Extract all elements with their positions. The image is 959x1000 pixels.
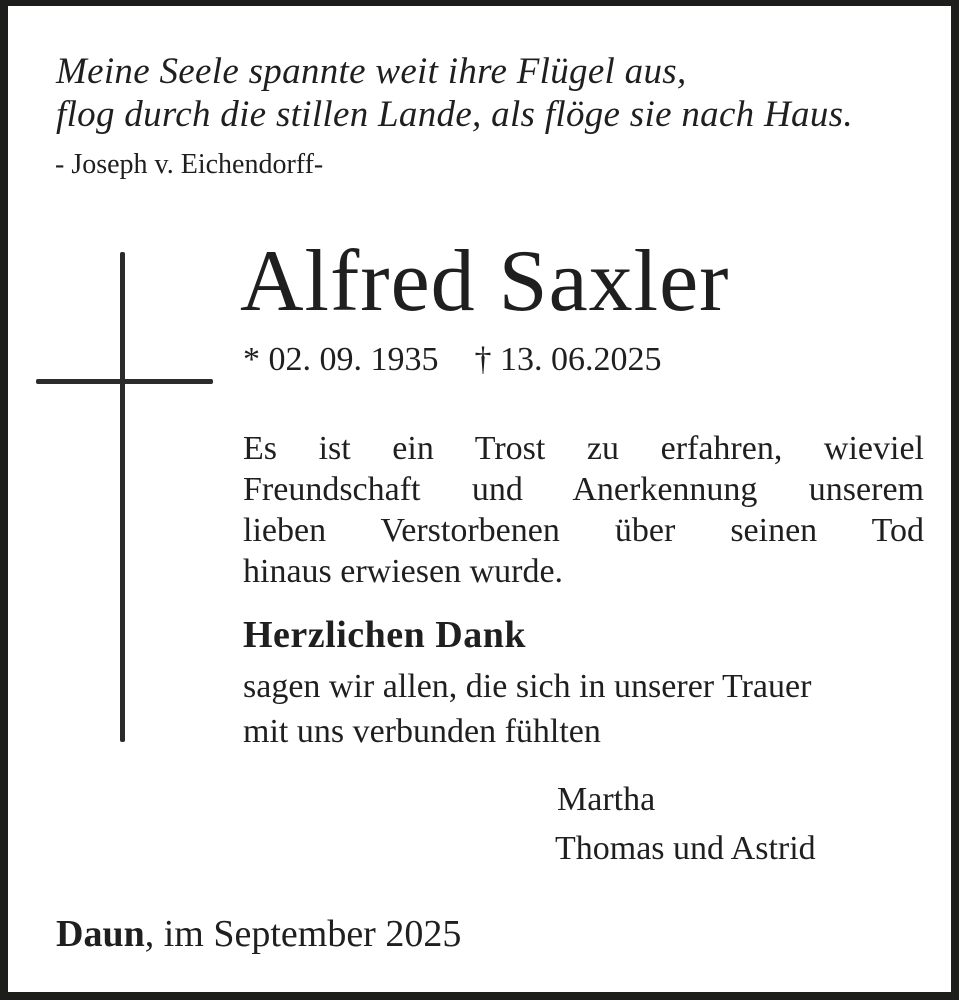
- condolence-paragraph: [243, 428, 924, 592]
- closing-date: , im September 2025: [144, 913, 462, 955]
- closing-line: [56, 912, 461, 956]
- thanks-text: [243, 664, 933, 754]
- thanks-text-line-1: sagen wir allen, die sich in unserer Trauer: [243, 668, 812, 705]
- condolence-line-3: lieben Verstorbenen über seinen Tod: [243, 512, 924, 549]
- condolence-line-1: Es ist ein Trost zu erfahren, wieviel: [243, 430, 924, 467]
- life-dates: [243, 340, 662, 380]
- cross-vertical-bar: [120, 252, 125, 742]
- memorial-quote-line-2: flog durch die stillen Lande, als flöge sie nach Haus.: [56, 94, 853, 135]
- condolence-line-4: hinaus erwiesen wurde.: [243, 553, 564, 590]
- deceased-name: Alfred Saxler: [240, 233, 730, 330]
- mourner-name-1: Martha: [557, 781, 656, 818]
- memorial-quote-line-1: Meine Seele spannte weit ihre Flügel aus,: [56, 51, 687, 92]
- condolence-line-2: Freundschaft und Anerkennung unserem: [243, 471, 924, 508]
- thanks-text-line-2: mit uns verbunden fühlten: [243, 713, 601, 750]
- cross-horizontal-bar: [36, 379, 213, 384]
- memorial-quote: [56, 50, 896, 136]
- mourner-name-2: Thomas und Astrid: [555, 830, 816, 867]
- closing-city: Daun: [56, 913, 145, 955]
- quote-attribution: - Joseph v. Eichendorff-: [55, 149, 324, 180]
- birth-date: * 02. 09. 1935: [243, 341, 439, 378]
- death-date: † 13. 06.2025: [474, 341, 662, 378]
- thanks-heading: Herzlichen Dank: [243, 614, 526, 656]
